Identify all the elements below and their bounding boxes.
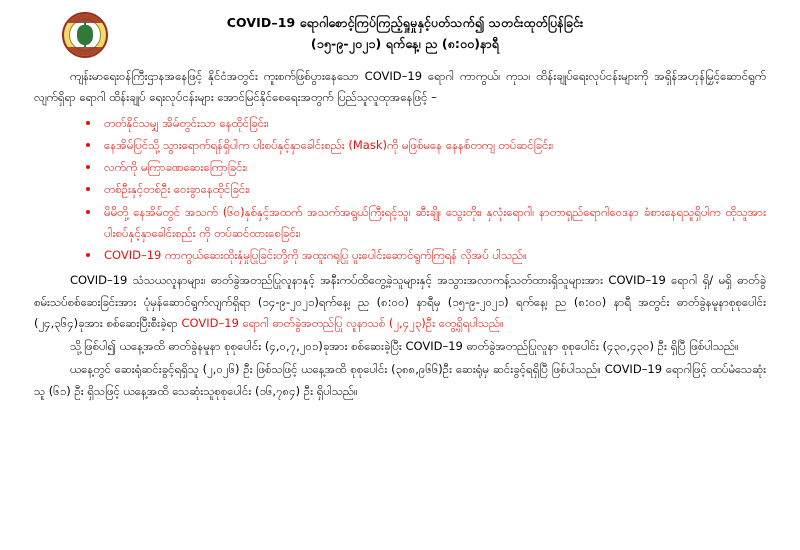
intro-paragraph: ကျန်းမာရေးဝန်ကြီးဌာနအနေဖြင့် နိုင်ငံအတွင်း ကူးစက်ဖြစ်ပွားနေသော COVID–19 ရောဂါ ကာကွယ်၊ ကုသ၊ ထိန်းချုပ်ရေးလုပ်ငန်းများကို အရှိန်အဟုန်မြှင့်ဆောင်ရွက်လျက်ရှိရာ ရောဂါ ထိန်းချုပ် ရေးလုပ်ငန်းများ အောင်မြင်နိုင်စေရေးအတွက် ပြည်သူလူထုအနေဖြင့် – xyxy=(34,69,766,105)
list-item: တတ်နိုင်သမျှ အိမ်တွင်းသာ နေထိုင်ခြင်း၊ xyxy=(78,113,766,134)
list-item: မိမိတို့ နေအိမ်တွင် အသက် (၆၀)နှစ်နှင့်အထက် အသက်အရွယ်ကြီးရင့်သူ၊ ဆီးချို၊ သွေးတိုး၊ နှလုံးရောဂါ၊ နာတာရှည်ရောဂါဝေဒနာ ခံစားနေရသူရှိပါက ထိုသူအား ပါးစပ်နှင့်နှာခေါင်းစည်း ကို တပ်ဆင်ထားစေခြင်း၊ xyxy=(78,202,766,245)
seal-arc-bottom xyxy=(64,47,106,56)
list-item: လက်ကို မကြာခဏဆေးကြောခြင်း၊ xyxy=(78,157,766,178)
new-cases-highlight: COVID–19 ရောဂါ ဓာတ်ခွဲအတည်ပြု လူနာသစ် (၂,၄၂၃)ဦး တွေ့ရှိရပါသည်။ xyxy=(181,315,504,330)
document-header xyxy=(34,10,766,62)
government-seal-icon xyxy=(62,12,108,58)
seal-emblem-icon xyxy=(77,25,93,45)
list-item: COVID–19 ကာကွယ်ဆေးထိုးနှံမှုပြုခြင်းတို့ကို အထူးဂရုပြု ပူးပေါင်းဆောင်ရွက်ကြရန် လိုအပ် ပါသည်။ xyxy=(78,245,766,266)
testing-summary-paragraph xyxy=(34,270,766,334)
list-item: တစ်ဦးနှင့်တစ်ဦး ဝေးခွာနေထိုင်ခြင်း၊ xyxy=(78,179,766,200)
document-title-line-2: (၁၅-၉-၂၀၂၁) ရက်နေ့၊ ည (၈:၀၀)နာရီ xyxy=(310,36,500,52)
title-block xyxy=(34,10,766,55)
testing-summary-text: COVID–19 သံသယလူနာများ၊ ဓာတ်ခွဲအတည်ပြုလူနာနှင့် အနီးကပ်ထိတွေ့ခဲ့သူများနှင့် အသွားအလာကန့်သတ်ထားရှိသူများအား COVID–19 ရောဂါ ရှိ/ မရှိ ဓာတ်ခွဲစမ်းသပ်စစ်ဆေးခြင်းအား ပုံမှန်ဆောင်ရွက်လျက်ရှိရာ (၁၄-၉-၂၀၂၁)ရက်နေ့၊ ည (၈:၀၀) နာရီမှ (၁၅-၉-၂၀၂၁) ရက်နေ့၊ ည (၈:၀၀) နာရီ အတွင်း ဓာတ်ခွဲနမူနာစုစုပေါင်း (၂၄,၃၆၄)ခုအား စစ်ဆေးပြီးစီးခဲ့ရာ xyxy=(34,273,766,330)
list-item: နေအိမ်ပြင်သို့ သွားရောက်ရန်ရှိပါက ပါးစပ်နှင့်နှာခေါင်းစည်း (Mask)ကို မဖြစ်မနေ နေနစ်တကျ တပ်ဆင်ခြင်း၊ xyxy=(78,135,766,156)
discharged-and-deaths-paragraph: ယနေ့တွင် ဆေးရုံဆင်းခွင့်ရရှိသူ (၂,၀၂၆) ဦး ဖြစ်သဖြင့် ယနေ့အထိ စုစုပေါင်း (၃၈၈,၉၆၆)ဦး ဆေးရုံမှ ဆင်းခွင့်ရရှိပြီ ဖြစ်ပါသည်။ COVID–19 ရောဂါဖြင့် ထပ်မံသေဆုံးသူ (၆၁) ဦး ရှိသဖြင့် ယနေ့အထိ သေဆုံးသူစုစုပေါင်း (၁၆,၇၈၄) ဦး ရှိပါသည်။ xyxy=(34,362,766,398)
document-title-line-1: COVID–19 ရောဂါစောင့်ကြပ်ကြည့်ရှုမှုနှင့်ပတ်သက်၍ သတင်းထုတ်ပြန်ခြင်း xyxy=(226,15,584,30)
cumulative-cases-paragraph: သို့ဖြစ်ပါ၍ ယနေ့အထိ ဓာတ်ခွဲနမူနာ စုစုပေါင်း (၄,၀,၇,၂၀၁)ခုအား စစ်ဆေးခဲ့ပြီး COVID–19 ဓာတ်ခွဲအတည်ပြုလူနာ စုစုပေါင်း (၄၃၀,၄၃၀) ဦး ရှိပြီ ဖြစ်ပါသည်။ xyxy=(70,339,739,354)
guidance-list xyxy=(34,113,766,267)
